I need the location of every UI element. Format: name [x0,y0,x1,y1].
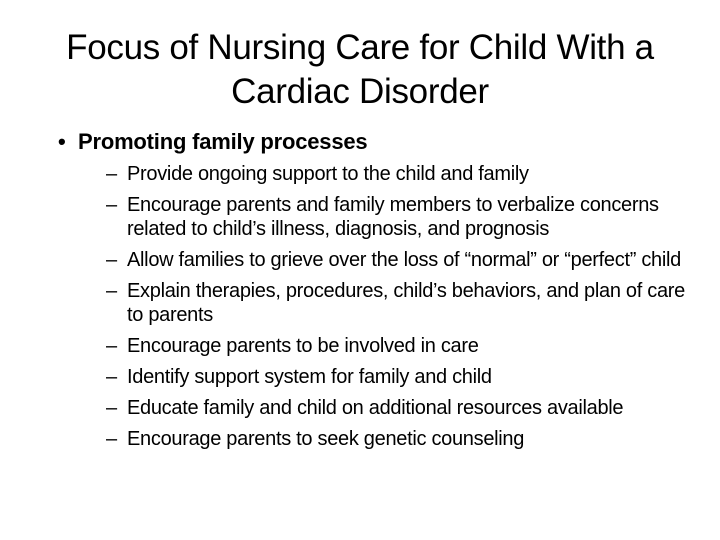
main-bullet-point [58,128,698,156]
sub-point [58,427,698,451]
dash-icon: – [106,249,117,271]
sub-point-text: Identify support system for family and child [127,366,492,388]
sub-point [58,162,698,186]
dash-icon: – [106,366,117,388]
slide-body [58,128,698,458]
dash-icon: – [106,335,117,357]
sub-point [58,193,698,241]
sub-point-text: Encourage parents to seek genetic counseling [127,428,525,450]
sub-point-list [58,162,698,451]
dash-icon: – [106,163,117,185]
slide-title: Focus of Nursing Care for Child With a Cardiac Disorder [66,28,654,111]
sub-point-text: Explain therapies, procedures, child’s behaviors, and plan of care to parents [127,280,685,326]
sub-point [58,365,698,389]
sub-point [58,279,698,327]
bullet-icon: • [58,129,66,154]
dash-icon: – [106,194,117,216]
dash-icon: – [106,397,117,419]
sub-point-text: Encourage parents and family members to verbalize concerns related to child’s illness, diagnosis, and prognosis [127,194,659,240]
dash-icon: – [106,280,117,302]
sub-point [58,334,698,358]
sub-point-text: Encourage parents to be involved in care [127,335,479,357]
sub-point-text: Allow families to grieve over the loss of “normal” or “perfect” child [127,249,681,271]
main-point-text: Promoting family processes [78,129,368,154]
sub-point-text: Provide ongoing support to the child and family [127,163,529,185]
sub-point [58,248,698,272]
sub-point [58,396,698,420]
dash-icon: – [106,428,117,450]
sub-point-text: Educate family and child on additional resources available [127,397,624,419]
